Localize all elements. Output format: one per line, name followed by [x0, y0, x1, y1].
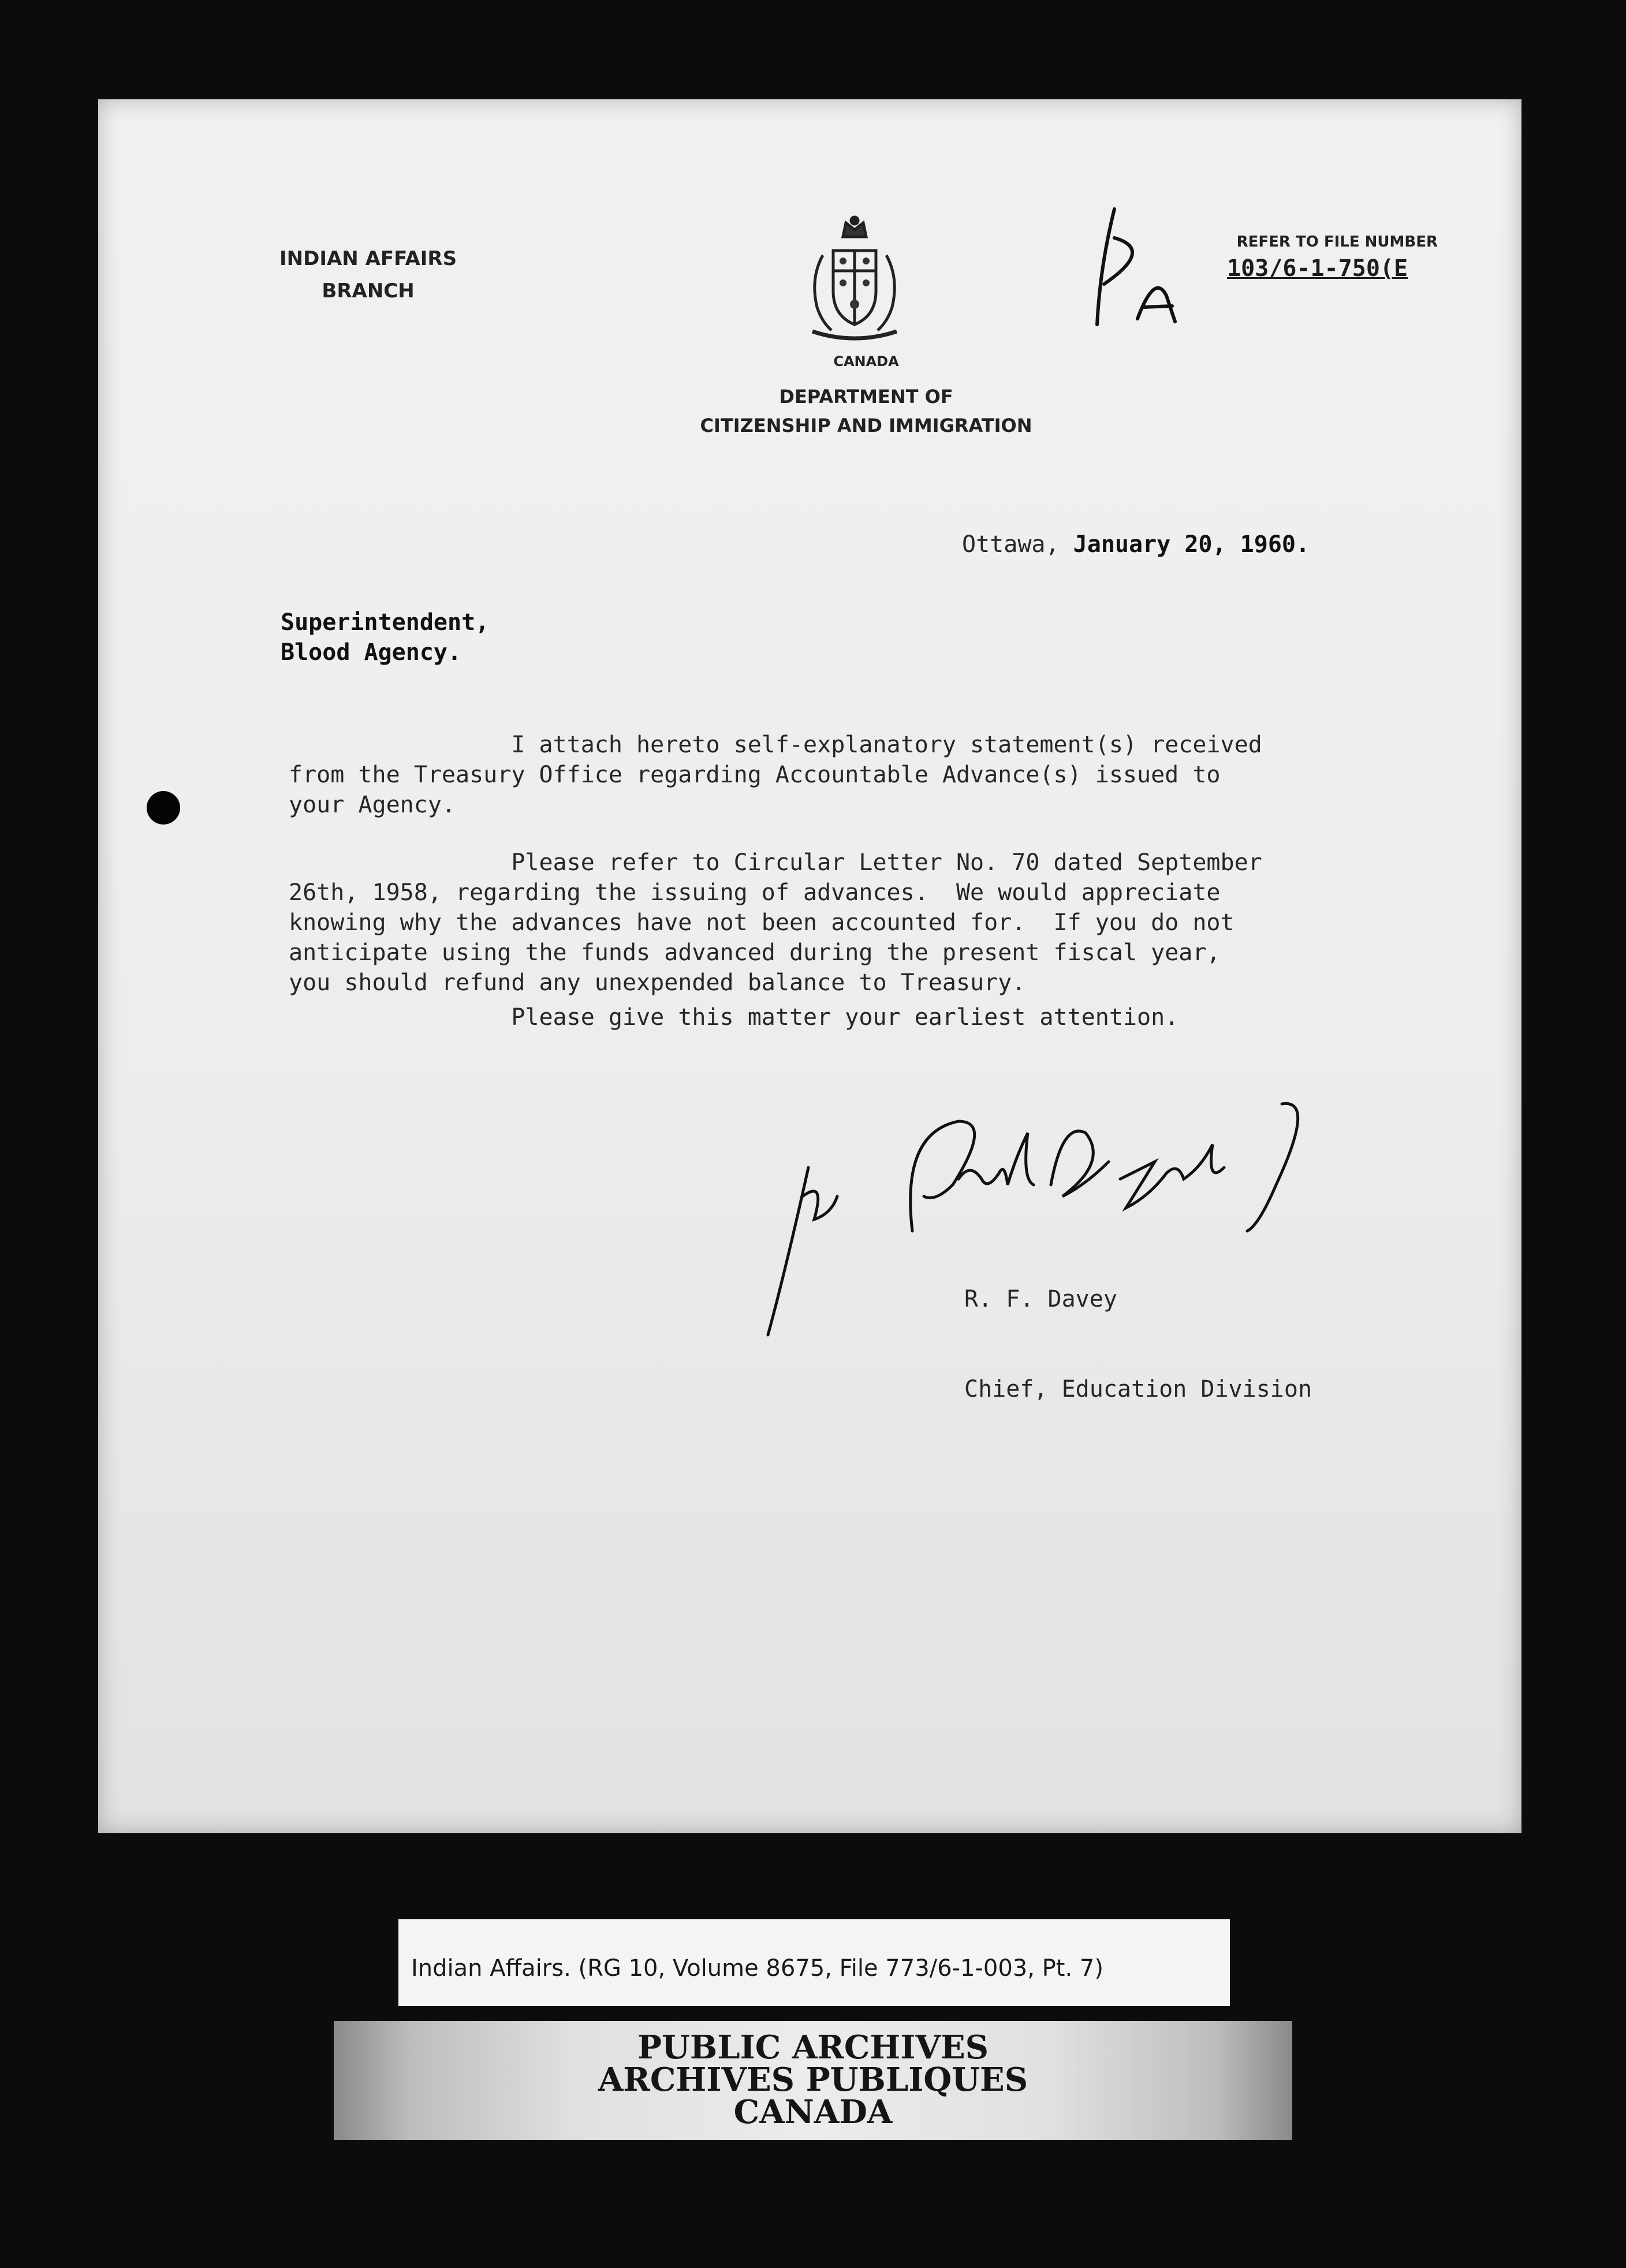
- paragraph-3: Please give this matter your earliest attention.: [289, 1004, 1179, 1031]
- stamp-line-3: CANADA: [733, 2093, 893, 2131]
- recipient-block: [281, 607, 489, 667]
- paragraph-1: I attach hereto self-explanatory statement(s) received from the Treasury Office regarding Accountable Advance(s) issued to your Agency.: [289, 732, 1262, 818]
- recipient-line-2: Blood Agency.: [281, 639, 462, 666]
- stamp-line-1: PUBLIC ARCHIVES: [637, 2028, 989, 2066]
- archive-citation: Indian Affairs. (RG 10, Volume 8675, File 773/6-1-003, Pt. 7): [411, 1955, 1103, 1982]
- refer-to-file-label: REFER TO FILE NUMBER: [1236, 233, 1438, 251]
- signature-block: [964, 1224, 1312, 1464]
- branch-line-2: BRANCH: [322, 279, 415, 303]
- signer-name: R. F. Davey: [964, 1286, 1117, 1312]
- file-number: 103/6-1-750(E: [1227, 255, 1408, 282]
- department-line-1: DEPARTMENT OF: [779, 386, 953, 408]
- signer-title: Chief, Education Division: [964, 1376, 1312, 1402]
- stamp-line-2: ARCHIVES PUBLIQUES: [598, 2061, 1028, 2099]
- recipient-line-1: Superintendent,: [281, 609, 490, 636]
- paragraph-2: Please refer to Circular Letter No. 70 dated September 26th, 1958, regarding the issuing of advances. We would appreciate knowing why the advances have not been accounted for. If you do not anticipate using the funds advanced during the present fiscal year, you should refund any unexpended balance to Treasury.: [289, 849, 1262, 996]
- handwritten-initials: [1074, 197, 1207, 348]
- archive-stamp: [334, 2021, 1292, 2140]
- branch-heading: [279, 243, 457, 307]
- letter-date: [962, 529, 1310, 559]
- coat-of-arms-icon: [800, 215, 909, 348]
- branch-line-1: INDIAN AFFAIRS: [279, 247, 457, 270]
- department-line-2: CITIZENSHIP AND IMMIGRATION: [700, 415, 1032, 437]
- punch-hole: [147, 791, 180, 825]
- archive-citation-label: [398, 1919, 1230, 2006]
- country-label: CANADA: [833, 353, 899, 370]
- letter-page: [98, 99, 1521, 1833]
- department-heading: [681, 382, 1051, 440]
- date-value: January 20, 1960.: [1073, 531, 1310, 558]
- archive-stamp-text: [334, 2028, 1292, 2131]
- date-place: Ottawa,: [962, 531, 1060, 558]
